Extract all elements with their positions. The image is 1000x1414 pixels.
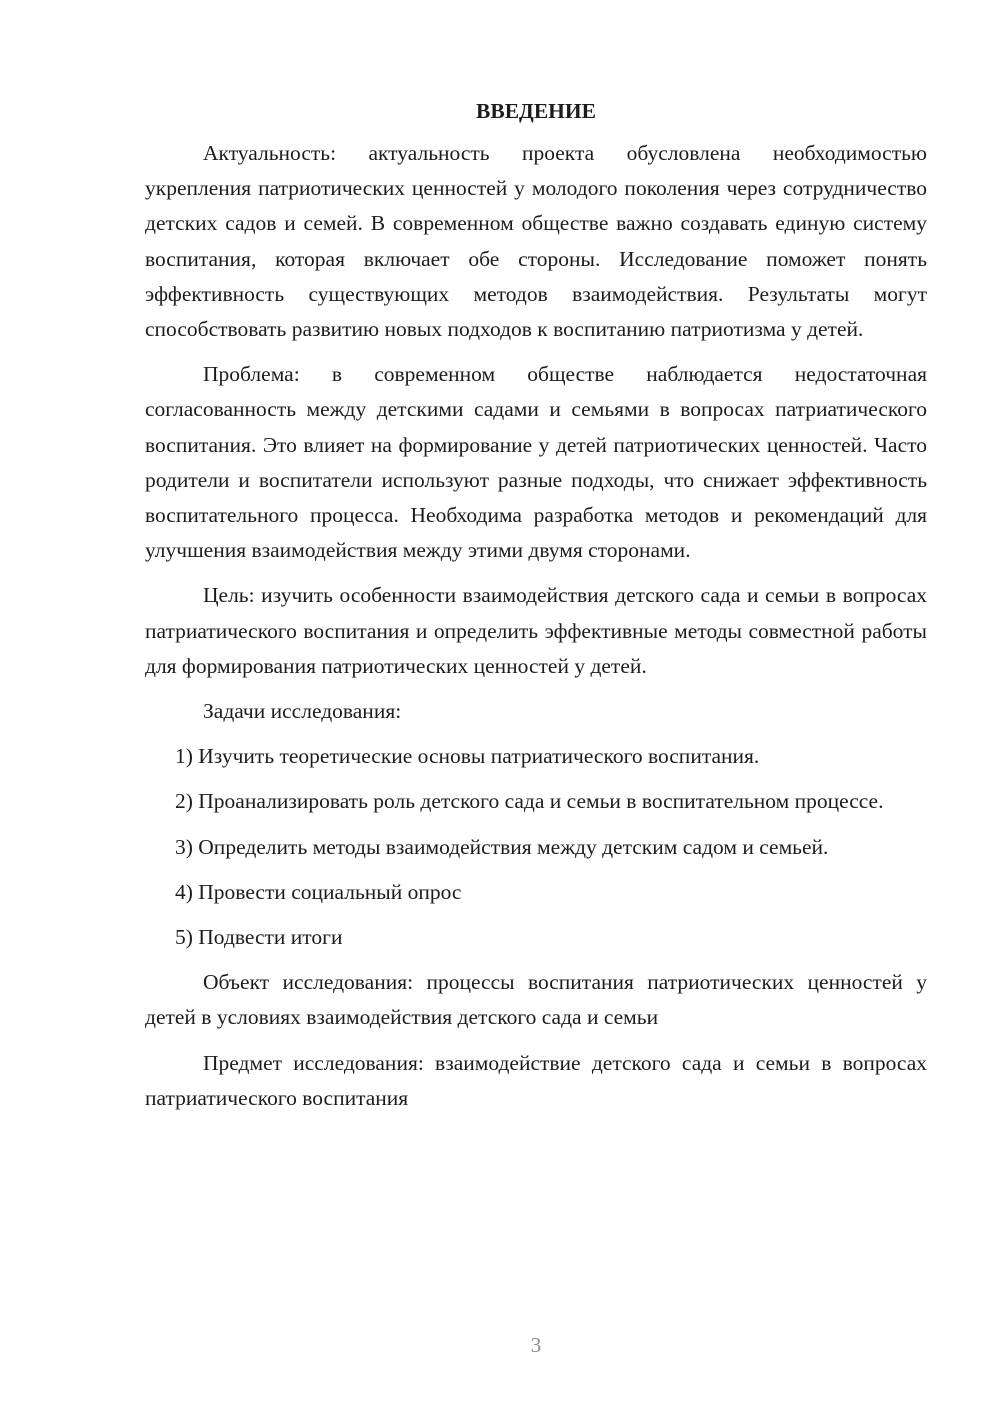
paragraph-subject: Предмет исследования: взаимодействие детского сада и семьи в вопросах патриатического воспитания [145, 1050, 927, 1110]
page-number: 3 [530, 1333, 542, 1357]
list-item: 4) Провести социальный опрос [175, 879, 462, 904]
list-item: 1) Изучить теоретические основы патриатического воспитания. [175, 744, 760, 769]
list-item: 2) Проанализировать роль детского сада и семьи в воспитательном процессе. [175, 789, 884, 814]
section-heading: ВВЕДЕНИЕ [476, 99, 596, 123]
paragraph-tasks-intro: Задачи исследования: [203, 699, 402, 724]
paragraph-relevance: Актуальность: актуальность проекта обусловлена необходимостью укрепления патриотических ценностей у молодого поколения через сотрудничество детских садов и семей. В современном обществе важно создавать единую систему воспитания, которая включает обе стороны. Исследование поможет понять эффективность существующих методов взаимодействия. Результаты могут способствовать развитию новых подходов к воспитанию патриотизма у детей. [145, 141, 927, 342]
list-item: 5) Подвести итоги [175, 925, 343, 950]
document-page [145, 96, 927, 1126]
paragraph-problem: Проблема: в современном обществе наблюдается недостаточная согласованность между детскими садами и семьями в вопросах патриатического воспитания. Это влияет на формирование у детей патриотических ценностей. Часто родители и воспитатели используют разные подходы, что снижает эффективность воспитательного процесса. Необходима разработка методов и рекомендаций для улучшения взаимодействия между этими двумя сторонами. [145, 362, 927, 563]
tasks-list [145, 739, 927, 955]
list-item: 3) Определить методы взаимодействия между детским садом и семьей. [175, 834, 829, 859]
paragraph-goal: Цель: изучить особенности взаимодействия детского сада и семьи в вопросах патриатического воспитания и определить эффективные методы совместной работы для формирования патриотических ценностей у детей. [145, 583, 927, 678]
paragraph-object: Объект исследования: процессы воспитания патриотических ценностей у детей в условиях взаимодействия детского сада и семьи [145, 970, 927, 1030]
